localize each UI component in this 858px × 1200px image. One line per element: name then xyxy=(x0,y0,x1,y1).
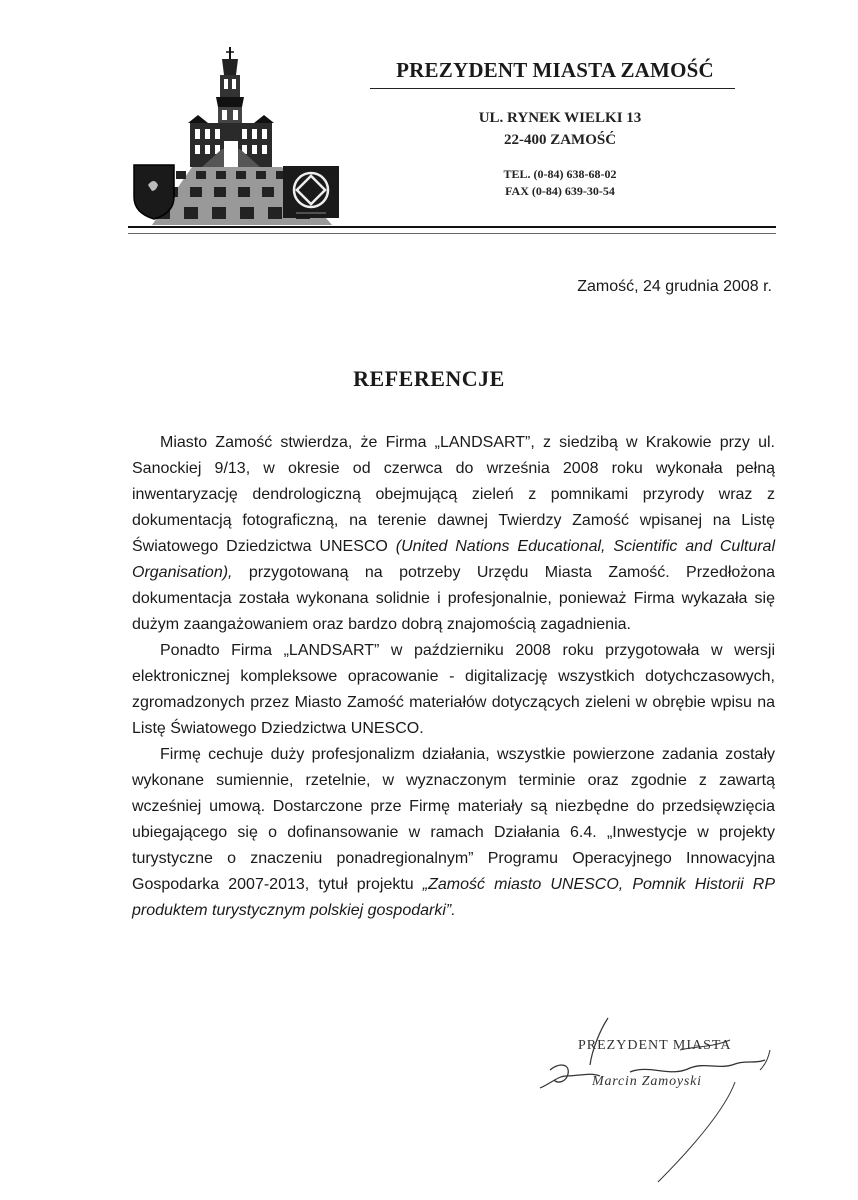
phone-number: TEL. (0-84) 638-68-02 xyxy=(503,167,617,181)
paragraph-3-italic: „Zamość miasto UNESCO, Pomnik Historii RP produktem turystycznym polskiej gospodarki”. xyxy=(132,876,776,919)
fax-number: FAX (0-84) 639-30-54 xyxy=(505,184,615,198)
unesco-emblem-icon xyxy=(282,165,340,219)
paragraph-3 xyxy=(132,742,775,924)
paragraph-1-italic: (United Nations Educational, Scientific and Cultural Organisation), xyxy=(132,538,776,581)
title-divider xyxy=(370,88,735,89)
address-city: 22-400 ZAMOŚĆ xyxy=(503,132,617,148)
letter-body xyxy=(132,430,775,924)
letterhead-divider xyxy=(128,226,776,234)
handwritten-signature xyxy=(530,1010,790,1190)
address-street: UL. RYNEK WIELKI 13 xyxy=(478,110,642,126)
letterhead-logos xyxy=(132,45,348,225)
coat-of-arms-icon xyxy=(132,163,176,221)
paragraph-2: Ponadto Firma „LANDSART” w październiku 2008 roku przygotowała w wersji elektronicznej kompleksowe opracowanie - digitalizację wszystkich dotychczasowych, zgromadzonych przez Miasto Zamość materiałów dotyczących zieleni w obrębie wpisu na Listę Światowego Dziedzictwa UNESCO. xyxy=(132,642,775,737)
signatory-name: Marcin Zamoyski xyxy=(592,1074,702,1089)
signature-block xyxy=(530,1010,790,1190)
document-heading: REFERENCJE xyxy=(353,366,505,391)
signature-title: PREZYDENT MIASTA xyxy=(578,1038,732,1053)
paragraph-3-text: Firmę cechuje duży profesjonalizm działania, wszystkie powierzone zadania zostały wykonane sumiennie, rzetelnie, w wyznaczonym terminie oraz zgodnie z zawartą wcześniej umową. Dostarczone prze Firmę materiały są niezbędne do przedsięwzięcia ubiegającego się o dofinansowanie w ramach Działania 6.4. „Inwestycje w projekty turystyczne o znaczeniu ponadregionalnym” Programu Operacyjnego Innowacyjna Gospodarka 2007-2013, tytuł projektu xyxy=(132,746,775,893)
paragraph-1 xyxy=(132,430,775,638)
letter-date: Zamość, 24 grudnia 2008 r. xyxy=(577,278,772,295)
paragraph-1-text-end: przygotowaną na potrzeby Urzędu Miasta Zamość. Przedłożona dokumentacja została wykonana solidnie i profesjonalnie, ponieważ Firma wykazała się dużym zaangażowaniem oraz bardzo dobrą znajomością zagadnienia. xyxy=(132,564,775,633)
letterhead-title: PREZYDENT MIASTA ZAMOŚĆ xyxy=(396,58,714,82)
paragraph-1-text: Miasto Zamość stwierdza, że Firma „LANDSART”, z siedzibą w Krakowie przy ul. Sanockiej 9/13, w okresie od czerwca do września 2008 roku wykonała pełną inwentaryzację dendrologiczną obejmującą zieleń z pomnikami przyrody wraz z dokumentacją fotograficzną, na terenie dawnej Twierdzy Zamość wpisanej na Listę Światowego Dziedzictwa UNESCO xyxy=(132,434,775,555)
